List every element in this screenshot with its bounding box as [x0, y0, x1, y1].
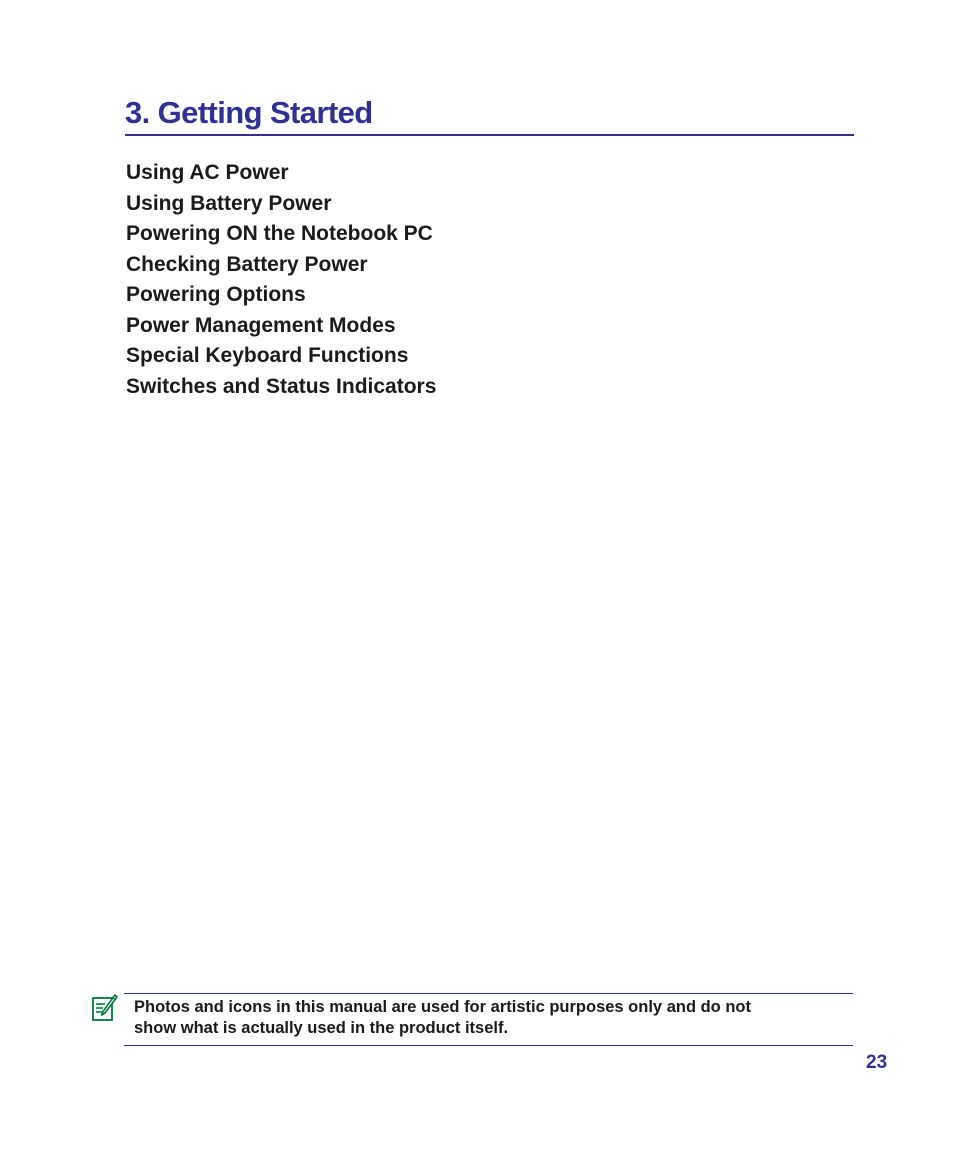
page-number: 23 [866, 1052, 888, 1073]
section-item-powering-options: Powering Options [126, 283, 306, 306]
note-bottom-rule [124, 1045, 853, 1046]
section-item-switches-status-indicators: Switches and Status Indicators [126, 374, 437, 398]
note-line-1: Photos and icons in this manual are used for artistic purposes only and do not [134, 998, 752, 1016]
section-item-power-management-modes: Power Management Modes [126, 313, 396, 337]
section-item-checking-battery-power: Checking Battery Power [126, 252, 368, 276]
section-item-using-ac-power: Using AC Power [126, 161, 289, 184]
note-pencil-icon [90, 993, 118, 1023]
chapter-title: 3. Getting Started [125, 95, 373, 130]
section-item-powering-on: Powering ON the Notebook PC [126, 222, 433, 245]
note-line-2: show what is actually used in the product itself. [134, 1019, 509, 1037]
note-text [134, 997, 834, 1039]
title-underline [125, 134, 854, 136]
note-top-rule [124, 993, 853, 994]
section-item-special-keyboard-functions: Special Keyboard Functions [126, 344, 409, 367]
section-item-using-battery-power: Using Battery Power [126, 191, 332, 215]
section-list [126, 158, 436, 402]
